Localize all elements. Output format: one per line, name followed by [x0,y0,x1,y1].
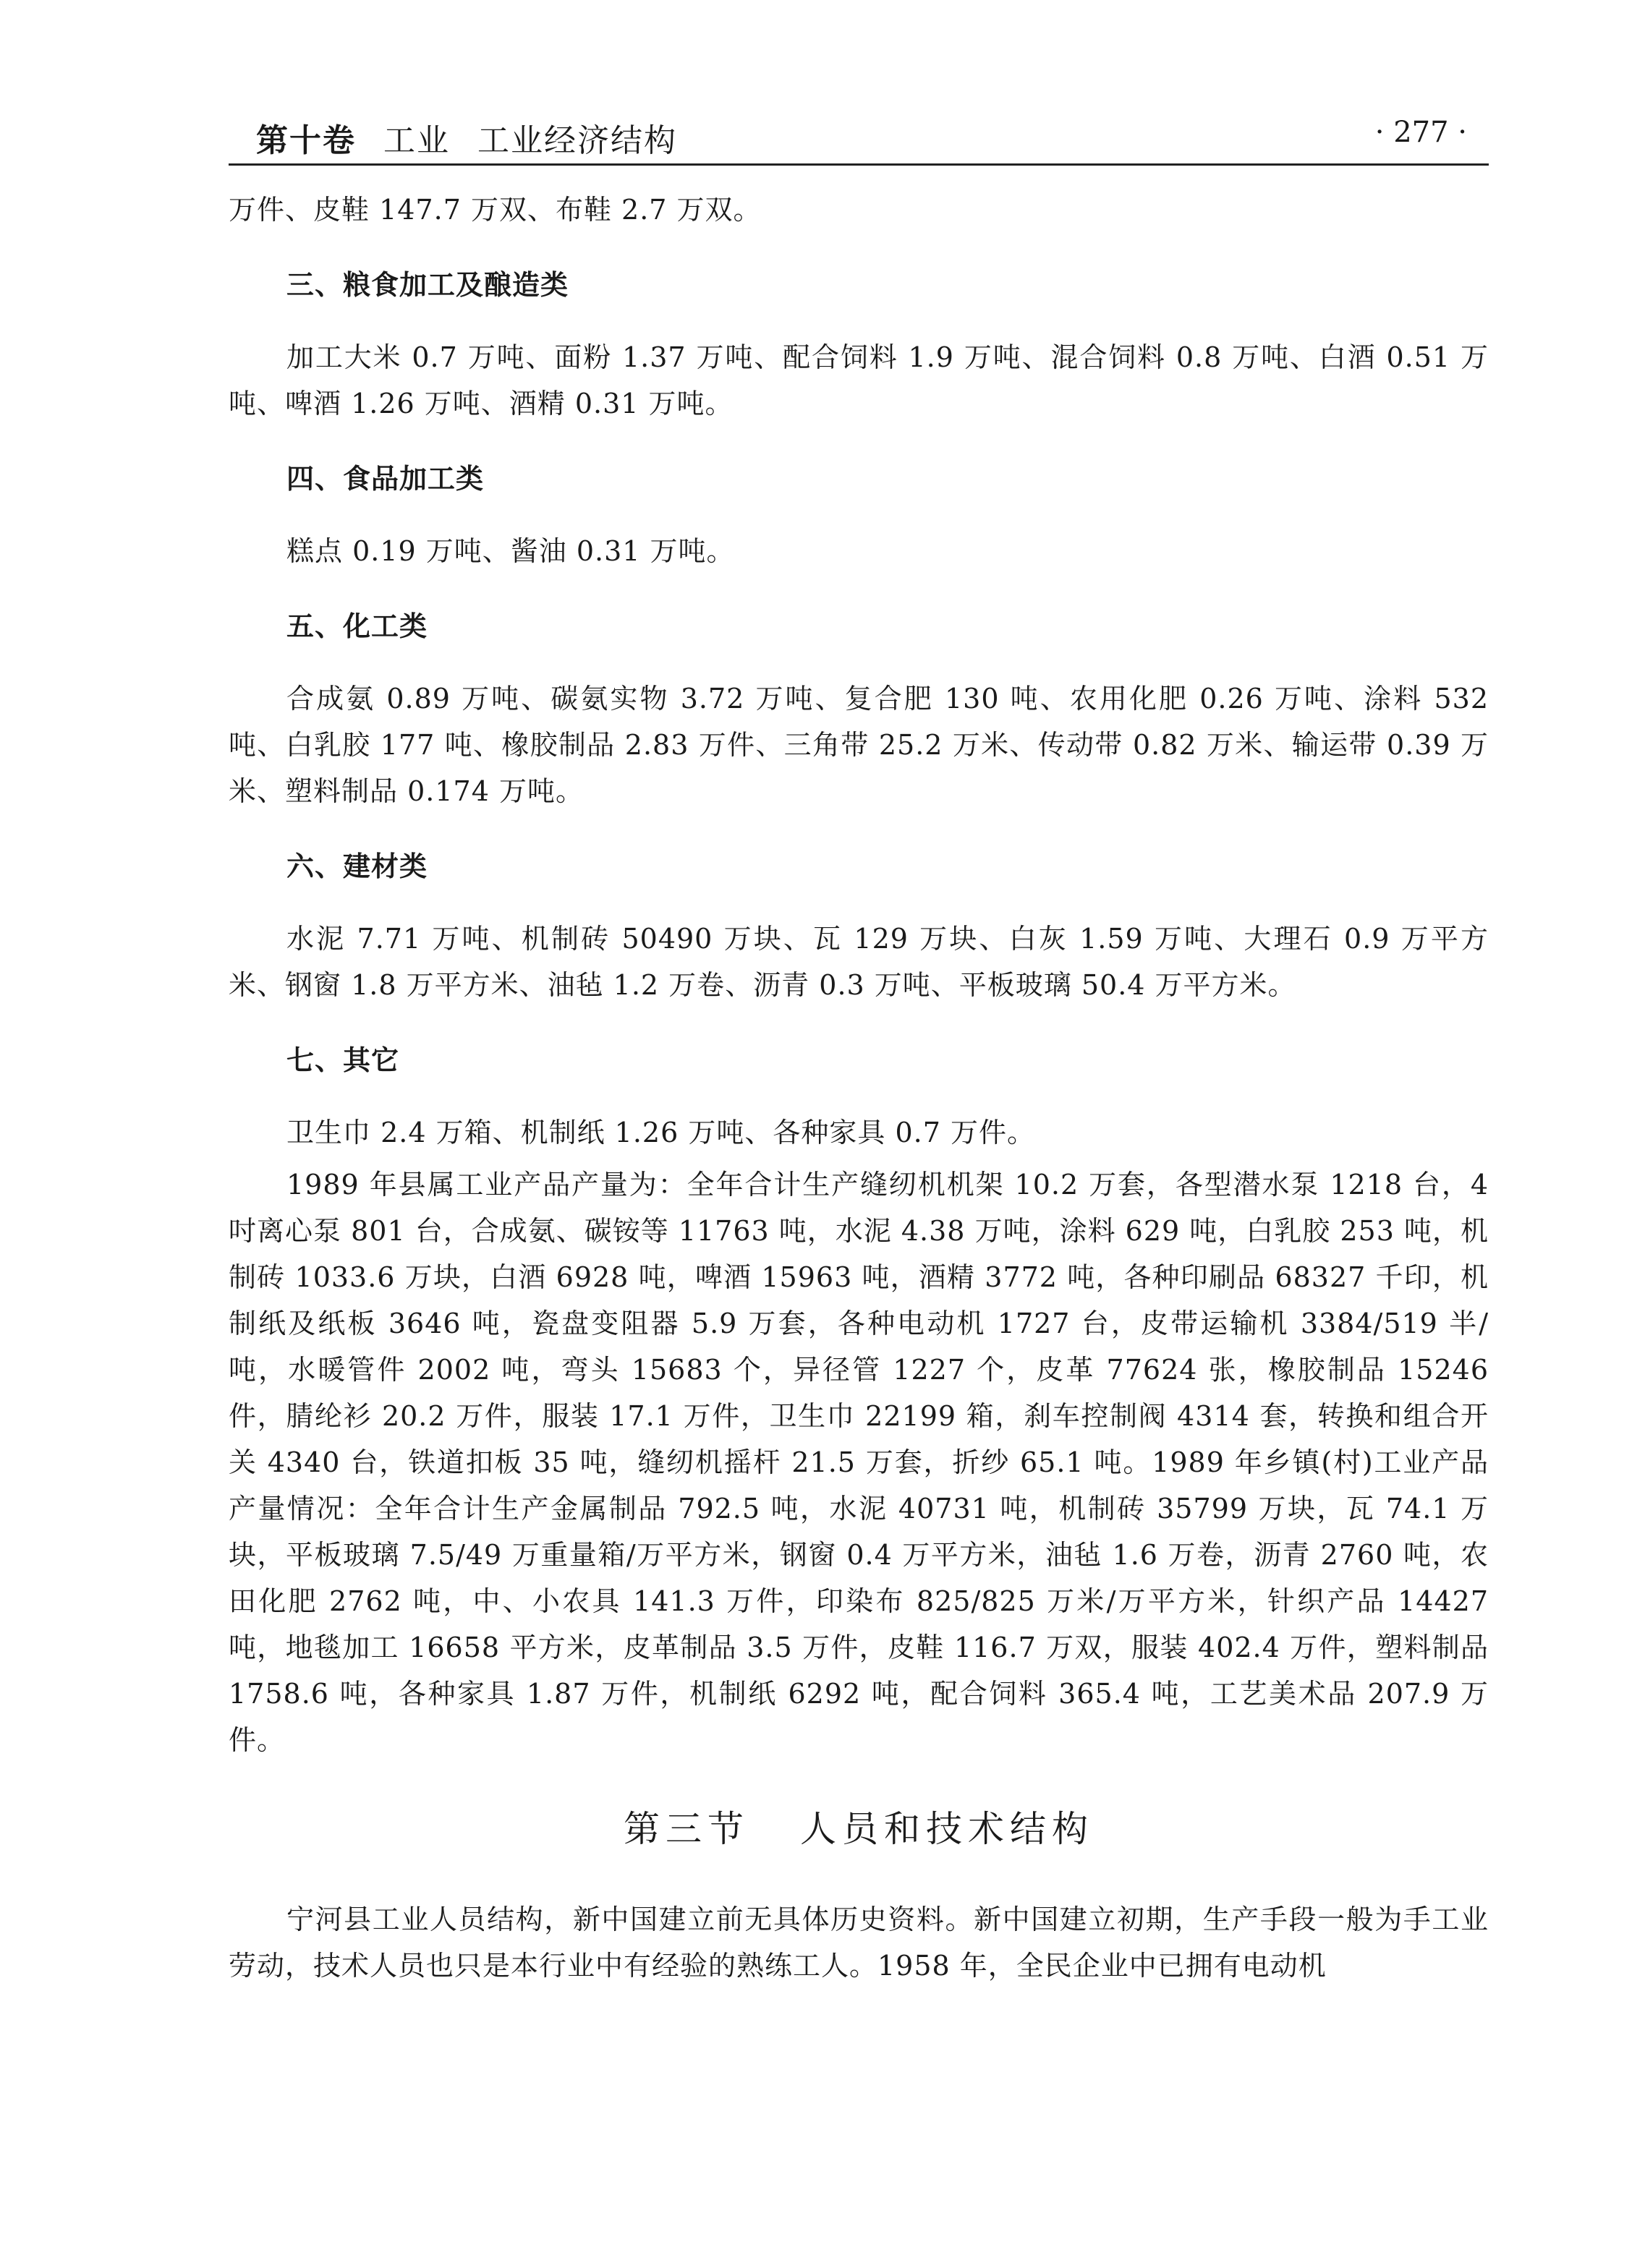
paragraph-building-materials: 水泥 7.71 万吨、机制砖 50490 万块、瓦 129 万块、白灰 1.59 万吨、大理石 0.9 万平方米、钢窗 1.8 万平方米、油毡 1.2 万卷、沥青 0.3 万吨、平板玻璃 50.4 万平方米。 [229,923,1489,1001]
heading-grain-processing: 三、粮食加工及酿造类 [286,269,569,301]
header-volume: 第十卷 [256,122,356,159]
section-name: 人员和技术结构 [800,1808,1094,1850]
paragraph-personnel-structure: 宁河县工业人员结构，新中国建立前无具体历史资料。新中国建立初期，生产手段一般为手工业劳动，技术人员也只是本行业中有经验的熟练工人。1958 年，全民企业中已拥有电动机 [229,1904,1489,1982]
section-title [229,1804,1489,1854]
running-header [229,108,1489,159]
page-body [229,187,1489,1989]
paragraph-1989-output: 1989 年县属工业产品产量为：全年合计生产缝纫机机架 10.2 万套，各型潜水泵 1218 台，4 吋离心泵 801 台，合成氨、碳铵等 11763 吨，水泥 4.38 万吨，涂料 629 吨，白乳胶 253 吨，机制砖 1033.6 万块，白酒 6928 吨，啤酒 15963 吨，酒精 3772 吨，各种印刷品 68327 千印，机制纸及纸板 3646 吨，瓷盘变阻器 5.9 万套，各种电动机 1727 台，皮带运输机 3384/519 半/吨，水暖管件 2002 吨，弯头 15683 个，异径管 1227 个，皮革 77624 张，橡胶制品 15246 件，腈纶衫 20.2 万件，服装 17.1 万件，卫生巾 22199 箱，刹车控制阀 4314 套，转换和组合开关 4340 台，铁道扣板 35 吨，缝纫机摇杆 21.5 万套，折纱 65.1 吨。1989 年乡镇(村)工业产品产量情况：全年合计生产金属制品 792.5 吨，水泥 40731 吨，机制砖 35799 万块，瓦 74.1 万块，平板玻璃 7.5/49 万重量箱/万平方米，钢窗 0.4 万平方米，油毡 1.6 万卷，沥青 2760 吨，农田化肥 2762 吨，中、小农具 141.3 万件，印染布 825/825 万米/万平方米，针织产品 14427 吨，地毯加工 16658 平方米，皮革制品 3.5 万件，皮鞋 116.7 万双，服装 402.4 万件，塑料制品 1758.6 吨，各种家具 1.87 万件，机制纸 6292 吨，配合饲料 365.4 吨，工艺美术品 207.9 万件。 [229,1169,1489,1756]
header-divider [229,163,1489,166]
paragraph-food-processing: 糕点 0.19 万吨、酱油 0.31 万吨。 [286,535,735,567]
heading-building-materials: 六、建材类 [286,850,428,882]
header-title [256,114,705,161]
heading-food-processing: 四、食品加工类 [286,463,485,495]
paragraph-other: 卫生巾 2.4 万箱、机制纸 1.26 万吨、各种家具 0.7 万件。 [286,1117,1035,1148]
header-category: 工业 [383,122,450,159]
heading-chemical: 五、化工类 [286,610,428,642]
paragraph-grain-processing: 加工大米 0.7 万吨、面粉 1.37 万吨、配合饲料 1.9 万吨、混合饲料 0.8 万吨、白酒 0.51 万吨、啤酒 1.26 万吨、酒精 0.31 万吨。 [229,341,1489,419]
heading-other: 七、其它 [286,1044,400,1076]
paragraph-chemical: 合成氨 0.89 万吨、碳氨实物 3.72 万吨、复合肥 130 吨、农用化肥 0.26 万吨、涂料 532 吨、白乳胶 177 吨、橡胶制品 2.83 万件、三角带 25.2 万米、传动带 0.82 万米、输运带 0.39 万米、塑料制品 0.174 万吨。 [229,683,1489,807]
header-chapter: 工业经济结构 [477,122,677,159]
paragraph-continued: 万件、皮鞋 147.7 万双、布鞋 2.7 万双。 [229,194,762,226]
page-number: · 277 · [1374,116,1467,149]
section-number: 第三节 [624,1808,749,1850]
